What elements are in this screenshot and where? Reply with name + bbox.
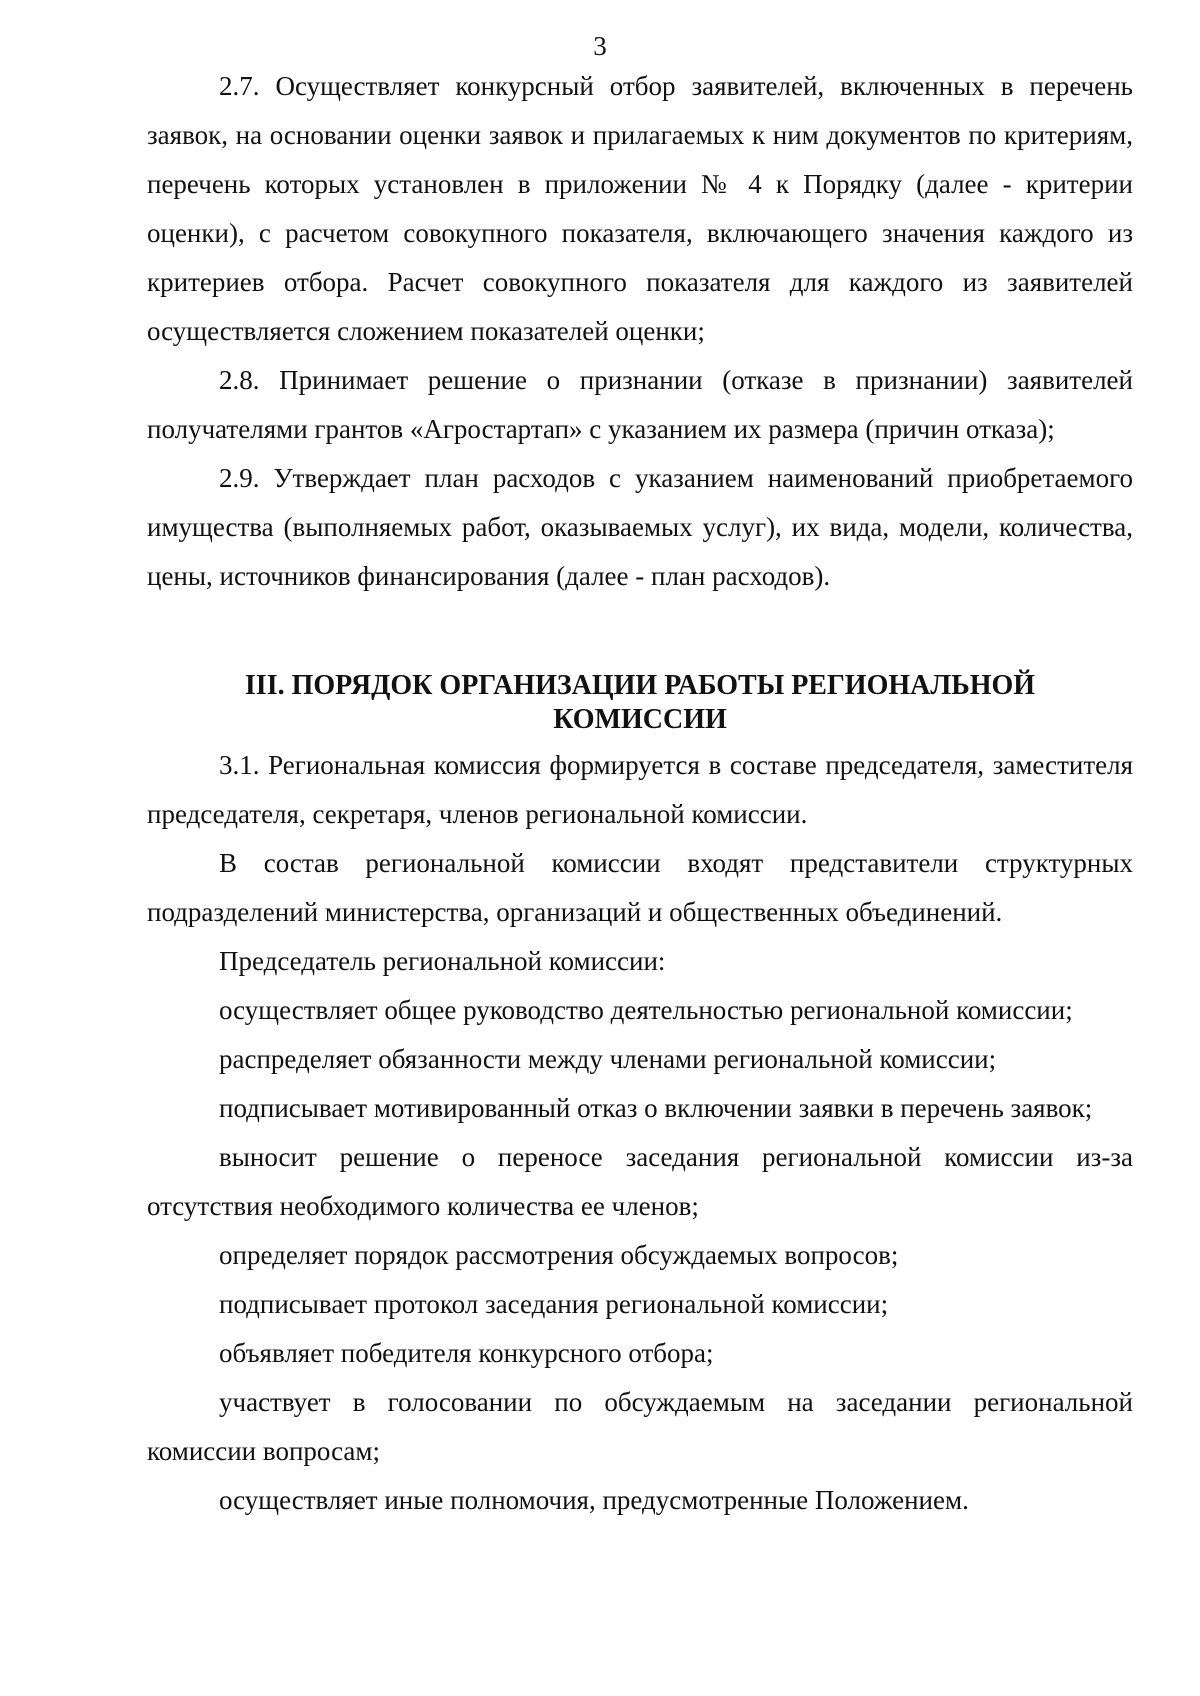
paragraph-3-1: 3.1. Региональная комиссия формируется в составе председателя, заместителя председателя, секретаря, членов региональной комиссии. bbox=[147, 750, 1133, 829]
list-item: распределяет обязанности между членами региональной комиссии; bbox=[219, 1044, 997, 1074]
paragraph-2-7: 2.7. Осуществляет конкурсный отбор заявителей, включенных в перечень заявок, на основании оценки заявок и прилагаемых к ним документов по критериям, перечень которых установлен в приложении № 4 к Порядку (далее - критерии оценки), с расчетом совокупного показателя, включающего значения каждого из критериев отбора. Расчет совокупного показателя для каждого из заявителей осуществляется сложением показателей оценки; bbox=[147, 71, 1133, 346]
paragraph-chairman: Председатель региональной комиссии: bbox=[219, 946, 666, 976]
list-item: подписывает мотивированный отказ о включении заявки в перечень заявок; bbox=[219, 1093, 1093, 1123]
paragraph-2-9: 2.9. Утверждает план расходов с указанием наименований приобретаемого имущества (выполняемых работ, оказываемых услуг), их вида, модели, количества, цены, источников финансирования (далее - план расходов). bbox=[147, 463, 1133, 591]
list-item: участвует в голосовании по обсуждаемым на заседании региональной комиссии вопросам; bbox=[147, 1387, 1133, 1466]
list-item: объявляет победителя конкурсного отбора; bbox=[219, 1338, 714, 1368]
list-item: подписывает протокол заседания региональной комиссии; bbox=[219, 1289, 889, 1319]
list-item: определяет порядок рассмотрения обсуждаемых вопросов; bbox=[219, 1240, 899, 1270]
document-body bbox=[147, 62, 1133, 1525]
list-item: выносит решение о переносе заседания региональной комиссии из-за отсутствия необходимого количества ее членов; bbox=[147, 1142, 1133, 1221]
section-heading-line-2: КОМИССИИ bbox=[553, 704, 727, 735]
page-number: 3 bbox=[593, 31, 607, 61]
paragraph-composition: В состав региональной комиссии входят представители структурных подразделений министерства, организаций и общественных объединений. bbox=[147, 848, 1133, 927]
list-item: осуществляет общее руководство деятельностью региональной комиссии; bbox=[219, 995, 1073, 1025]
paragraph-2-8: 2.8. Принимает решение о признании (отказе в признании) заявителей получателями грантов «Агростартап» с указанием их размера (причин отказа); bbox=[147, 365, 1133, 444]
list-item: осуществляет иные полномочия, предусмотренные Положением. bbox=[219, 1485, 969, 1515]
section-heading bbox=[147, 669, 1133, 737]
section-heading-line-1: III. ПОРЯДОК ОРГАНИЗАЦИИ РАБОТЫ РЕГИОНАЛЬНОЙ bbox=[244, 670, 1036, 701]
